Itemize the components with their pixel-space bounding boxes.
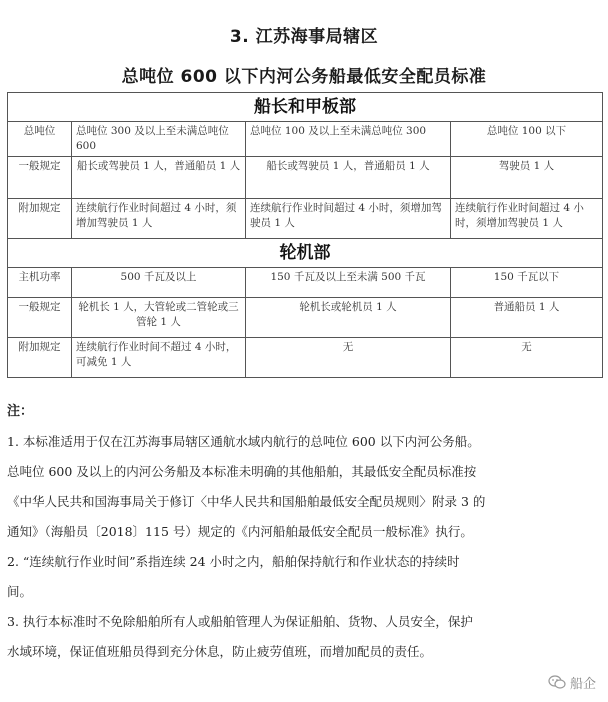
notes-section [7, 400, 605, 667]
row-label: 总吨位 [8, 122, 72, 157]
standard-title: 总吨位 600 以下内河公务船最低安全配员标准 [121, 67, 487, 87]
table-cell: 轮机长 1 人，大管轮或二管轮或三管轮 1 人 [72, 298, 246, 338]
table-row [8, 298, 603, 338]
note-line: 《中华人民共和国海事局关于修订〈中华人民共和国船舶最低安全配员规则〉附录 3 的 [7, 494, 486, 509]
deck-section-title: 船长和甲板部 [8, 93, 603, 122]
table-cell: 驾驶员 1 人 [451, 157, 603, 199]
row-label: 一般规定 [8, 298, 72, 338]
table-row [8, 157, 603, 199]
table-row [8, 268, 603, 298]
table-cell: 连续航行作业时间不超过 4 小时，可减免 1 人 [72, 338, 246, 378]
row-label: 附加规定 [8, 338, 72, 378]
table-row [8, 338, 603, 378]
table-cell: 船长或驾驶员 1 人，普通船员 1 人 [246, 157, 451, 199]
note-line: 总吨位 600 及以上的内河公务船及本标准未明确的其他船舶，其最低安全配员标准按 [7, 464, 477, 479]
table-cell: 500 千瓦及以上 [72, 268, 246, 298]
watermark [548, 673, 596, 692]
table-cell: 总吨位 100 及以上至未满总吨位 300 [246, 122, 451, 157]
note-line: 通知》（海船员〔2018〕115 号）规定的《内河船舶最低安全配员一般标准》执行。 [7, 524, 473, 539]
table-cell: 总吨位 100 以下 [451, 122, 603, 157]
table-cell: 连续航行作业时间超过 4 小时，须增加驾驶员 1 人 [246, 199, 451, 239]
table-cell: 150 千瓦以下 [451, 268, 603, 298]
table-cell: 150 千瓦及以上至未满 500 千瓦 [246, 268, 451, 298]
row-label: 一般规定 [8, 157, 72, 199]
row-label: 附加规定 [8, 199, 72, 239]
manning-standard-table [7, 92, 603, 378]
note-line: 2. “连续航行作业时间”系指连续 24 小时之内，船舶保持航行和作业状态的持续时 [7, 554, 460, 569]
notes-heading: 注： [7, 404, 34, 419]
wechat-icon [548, 675, 566, 690]
table-cell: 无 [246, 338, 451, 378]
table-cell: 无 [451, 338, 603, 378]
watermark-text: 船企 [569, 677, 596, 692]
note-line: 1. 本标准适用于仅在江苏海事局辖区通航水域内航行的总吨位 600 以下内河公务船。 [7, 434, 480, 449]
note-line: 3. 执行本标准时不免除船舶所有人或船舶管理人为保证船舶、货物、人员安全，保护 [7, 614, 473, 629]
note-line: 水域环境，保证值班船员得到充分休息，防止疲劳值班，而增加配员的责任。 [7, 644, 433, 659]
section-heading: 3. 江苏海事局辖区 [229, 27, 379, 47]
table-cell: 船长或驾驶员 1 人，普通船员 1 人 [72, 157, 246, 199]
table-cell: 总吨位 300 及以上至未满总吨位 600 [72, 122, 246, 157]
row-label: 主机功率 [8, 268, 72, 298]
table-cell: 轮机长或轮机员 1 人 [246, 298, 451, 338]
engine-section-header [8, 239, 603, 268]
table-cell: 普通船员 1 人 [451, 298, 603, 338]
note-line: 间。 [7, 584, 33, 599]
table-cell: 连续航行作业时间超过 4 小时，须增加驾驶员 1 人 [72, 199, 246, 239]
engine-section-title: 轮机部 [8, 239, 603, 268]
deck-section-header [8, 93, 603, 122]
table-row [8, 199, 603, 239]
table-cell: 连续航行作业时间超过 4 小时，须增加驾驶员 1 人 [451, 199, 603, 239]
table-row [8, 122, 603, 157]
